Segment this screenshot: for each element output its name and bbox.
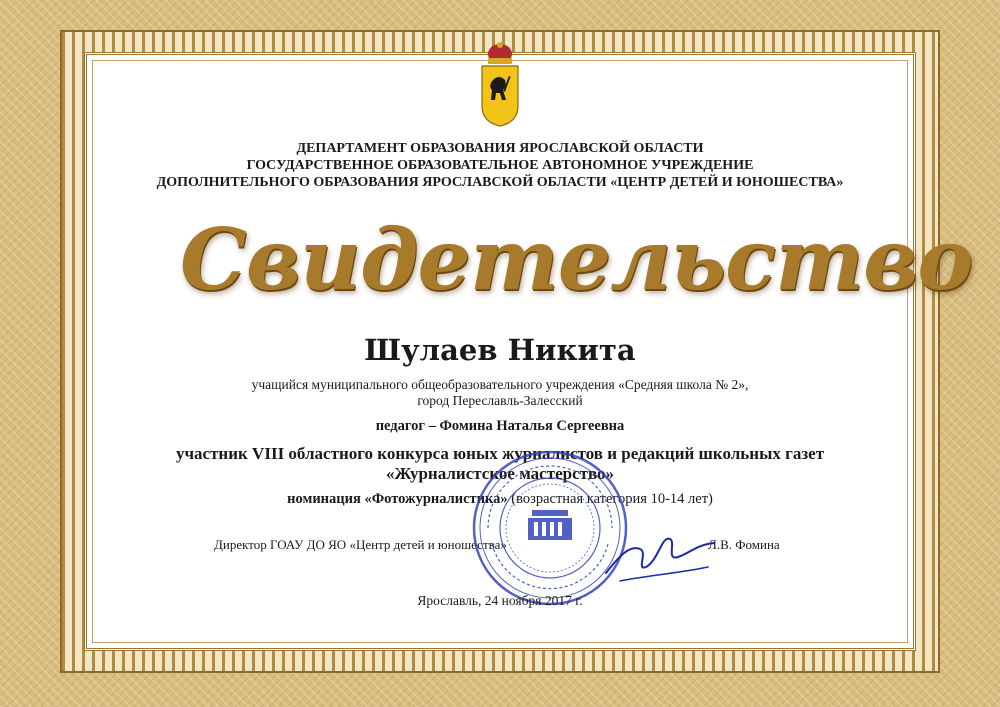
header-line-1: ДЕПАРТАМЕНТ ОБРАЗОВАНИЯ ЯРОСЛАВСКОЙ ОБЛАСТИ: [296, 141, 704, 156]
teacher-line: педагог – Фомина Наталья Сергеевна: [375, 418, 625, 434]
place-and-date: Ярославль, 24 ноября 2017 г.: [417, 593, 583, 608]
participation-line-1: участник VIII областного конкурса юных журналистов и редакций школьных газет: [175, 444, 825, 463]
recipient-name: Шулаев Никита: [364, 333, 636, 367]
header-line-3: ДОПОЛНИТЕЛЬНОГО ОБРАЗОВАНИЯ ЯРОСЛАВСКОЙ ОБЛАСТИ «ЦЕНТР ДЕТЕЙ И ЮНОШЕСТВА»: [156, 175, 844, 190]
affiliation-line-1: учащийся муниципального общеобразовательного учреждения «Средняя школа № 2»,: [251, 377, 749, 392]
coat-of-arms-icon: [470, 40, 530, 130]
certificate-title: Свидетельство: [180, 210, 973, 309]
affiliation-line-2: город Переславль-Залесский: [417, 393, 583, 408]
handwritten-signature: [600, 515, 720, 590]
nomination-label: номинация «Фотожурналистика»: [287, 491, 508, 507]
participation-line-2: «Журналистское мастерство»: [385, 464, 615, 483]
nomination-category: (возрастная категория 10-14 лет): [511, 491, 713, 507]
issuing-organization-header: [100, 140, 900, 191]
header-line-2: ГОСУДАРСТВЕННОЕ ОБРАЗОВАТЕЛЬНОЕ АВТОНОМНОЕ УЧРЕЖДЕНИЕ: [246, 158, 754, 173]
recipient-affiliation: [180, 377, 820, 409]
signatory-position: Директор ГОАУ ДО ЯО «Центр детей и юношества»: [214, 537, 507, 552]
signatory-name: Л.В. Фомина: [708, 537, 780, 552]
